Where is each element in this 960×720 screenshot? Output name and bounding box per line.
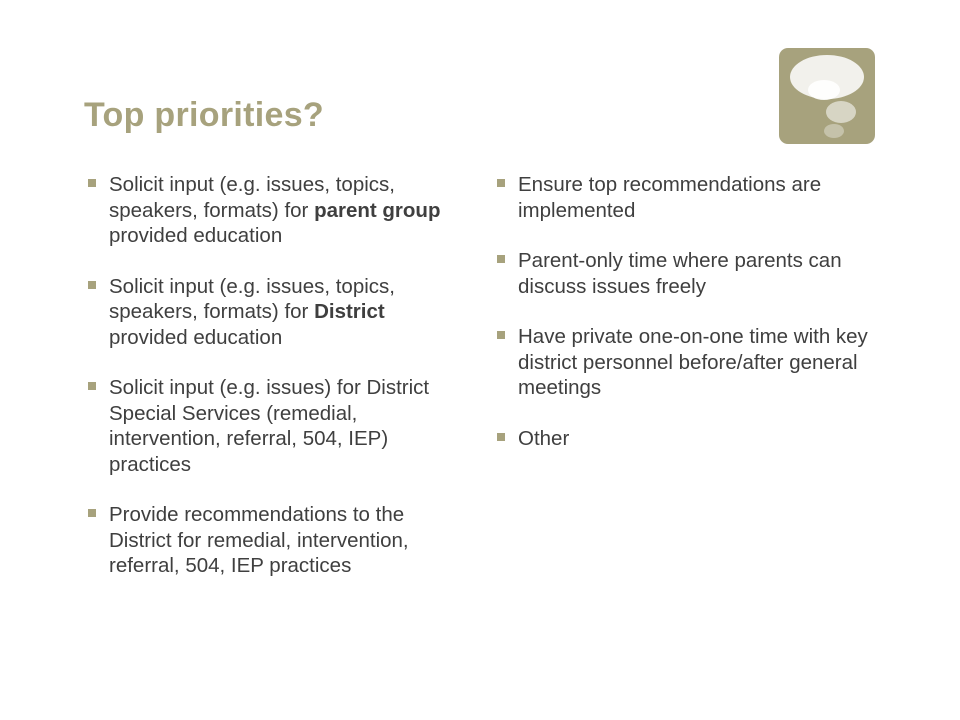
square-bullet-icon [88,382,96,390]
slide-title: Top priorities? [84,96,324,134]
square-bullet-icon [497,255,505,263]
square-bullet-icon [497,331,505,339]
list-item [88,375,460,477]
right-column [497,172,869,476]
item-text: Other [518,426,570,450]
speech-bubbles-icon [779,48,875,144]
left-column [88,172,460,604]
square-bullet-icon [88,281,96,289]
item-text: Have private one-on-one time with key district personnel before/after general meetings [518,325,868,399]
item-text: Ensure top recommendations are implemented [518,173,822,222]
list-item [497,426,869,452]
list-item [497,324,869,401]
square-bullet-icon [88,509,96,517]
list-item [88,502,460,579]
item-text-bold: District [314,300,385,323]
item-text-bold: parent group [314,198,441,222]
square-bullet-icon [497,433,505,441]
item-text-after: provided education [109,325,283,349]
item-text: Solicit input (e.g. issues) for District Special Services (remedial, intervention, referral, 504, IEP) practices [109,376,430,476]
list-item [497,248,869,299]
item-text: Parent-only time where parents can discuss issues freely [518,249,842,298]
list-item [88,172,460,249]
item-text: Provide recommendations to the District for remedial, intervention, referral, 504, IEP practices [109,503,409,577]
square-bullet-icon [497,179,505,187]
list-item [497,172,869,223]
list-item [88,274,460,351]
item-text: Solicit input (e.g. issues, topics, speakers, formats) for [109,274,395,323]
item-text: Solicit input (e.g. issues, topics, speakers, formats) for [109,173,395,222]
square-bullet-icon [88,179,96,187]
item-text-after: provided education [109,224,283,247]
